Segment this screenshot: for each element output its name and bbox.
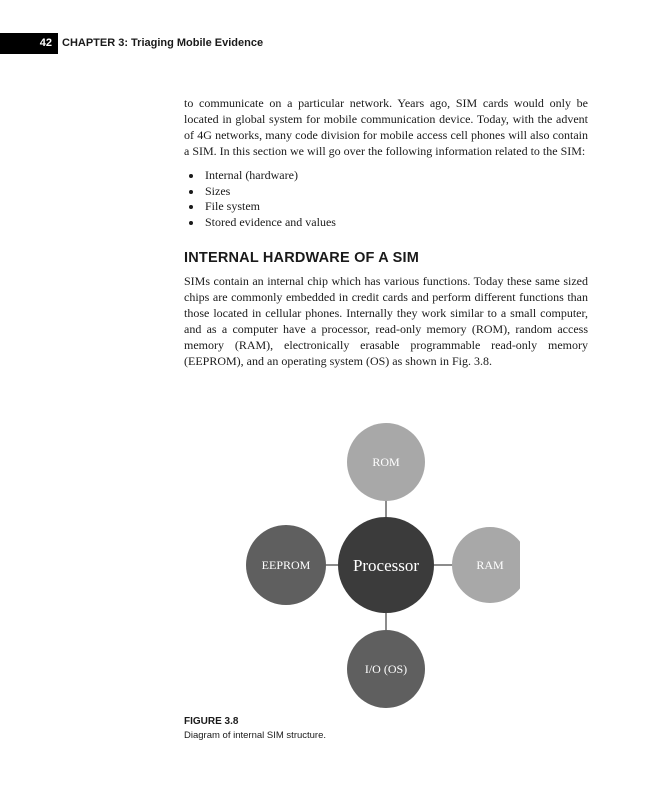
rom-label: ROM xyxy=(372,455,400,469)
eeprom-label: EEPROM xyxy=(261,558,311,572)
bullet-item: • Sizes xyxy=(203,184,588,200)
bullet-list xyxy=(184,168,588,230)
section-paragraph: SIMs contain an internal chip which has various functions. Today these same sized chips are commonly embedded in credit cards and perform different functions than those located in cellular phones. Internally they work similar to a small computer, and as a computer have a processor, read-only memory (ROM), random access memory (RAM), electronically erasable programmable read-only memory (EEPROM), and an operating system (OS) as shown in Fig. 3.8. xyxy=(184,274,588,368)
bullet-item: • Internal (hardware) xyxy=(203,168,588,184)
ram-label: RAM xyxy=(476,558,504,572)
chapter-title: CHAPTER 3: Triaging Mobile Evidence xyxy=(62,37,264,49)
figure-caption: Diagram of internal SIM structure. xyxy=(184,730,327,741)
sim-structure-diagram xyxy=(230,415,520,710)
page-body xyxy=(184,95,588,369)
bullet-item: • File system xyxy=(203,199,588,215)
figure-label: FIGURE 3.8 xyxy=(184,716,239,727)
bullet-item: • Stored evidence and values xyxy=(203,215,588,231)
io-os-label: I/O (OS) xyxy=(364,662,408,676)
intro-paragraph: to communicate on a particular network. Years ago, SIM cards would only be located in global system for mobile communication device. Today, with the advent of 4G networks, many code division for mobile access cell phones will also contain a SIM. In this section we will go over the following information related to the SIM: xyxy=(184,96,588,158)
section-heading: INTERNAL HARDWARE OF A SIM xyxy=(184,250,420,266)
processor-label: Processor xyxy=(352,556,420,575)
page-number: 42 xyxy=(39,37,52,49)
